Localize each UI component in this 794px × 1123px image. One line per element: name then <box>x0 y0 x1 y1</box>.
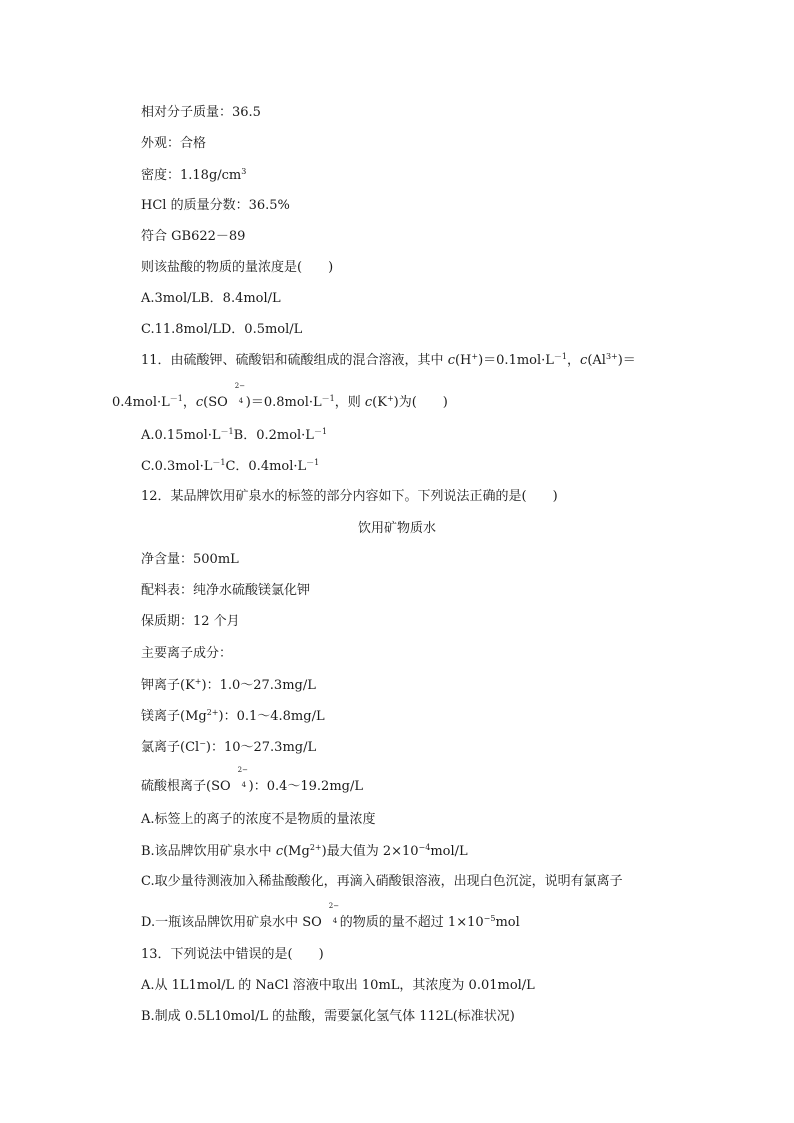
q11-options-cd: $C.0.3mol\cdot L^{-1}C$．$0.4mol\cdot L^{-1}$ <box>141 458 320 474</box>
q12-option-a: A.标签上的离子的浓度不是物质的量浓度 <box>141 812 376 827</box>
q13-option-b: B.制成 0.5L10mol/L 的盐酸，需要氯化氢气体 112L(标准状况) <box>141 1009 515 1024</box>
q10-options-ab: A.3mol/LB．8.4mol/L <box>141 291 281 306</box>
hcl-mass-fraction: HCl 的质量分数：36.5% <box>141 198 290 213</box>
q12-ion-k: 钾离子(K+)：1.0～27.3mg/L <box>141 677 316 693</box>
hcl-appearance: 外观：合格 <box>141 136 207 151</box>
q10-options-cd: C.11.8mol/LD．0.5mol/L <box>141 322 303 337</box>
q11-stem-line2: $0.4mol\cdot L^{-1}$，c(SO 2− 4 )$=0.8mol\cdot L^{-1}$，则 c(K+)为( ) <box>112 382 448 410</box>
q11-stem-line1: 11．由硫酸钾、硫酸铝和硫酸组成的混合溶液，其中 $c(H^+)=0.1mol\cdot L^{-1}$，$c(Al^{3+})=$ <box>141 352 636 368</box>
q12-stem: 12．某品牌饮用矿泉水的标签的部分内容如下。下列说法正确的是( ) <box>141 489 558 504</box>
q12-net-volume: 净含量：500mL <box>141 552 239 567</box>
q12-ion-mg: 镁离子$(Mg^{2+})$：0.1～4.8mg/L <box>141 708 325 724</box>
hcl-density: 密度：$1.18g/cm^3$ <box>141 167 247 183</box>
q12-ion-cl: 氯离子(Cl−)：10～27.3mg/L <box>141 739 317 755</box>
q13-stem: 13．下列说法中错误的是( ) <box>141 947 324 962</box>
q11-options-ab: $A.0.15mol\cdot L^{-1}B$．$0.2mol\cdot L^{-1}$ <box>141 427 328 443</box>
q12-ingredients: 配料表：纯净水硫酸镁氯化钾 <box>141 583 311 598</box>
q12-shelf-life: 保质期：12 个月 <box>141 614 240 629</box>
hcl-molar-mass: 相对分子质量：36.5 <box>141 105 261 120</box>
q12-option-b: B.该品牌饮用矿泉水中 $c(Mg^{2+})$最大值为 $2\times 10^{-4}mol/L$ <box>141 843 468 859</box>
q12-ion-sulfate: 硫酸根离子(SO 2− 4 )：0.4～19.2mg/L <box>141 766 363 794</box>
q10-stem: 则该盐酸的物质的量浓度是( ) <box>141 260 334 275</box>
q12-option-d: D.一瓶该品牌饮用矿泉水中 SO 2− 4 的物质的量不超过 $1\times 10^{-5}mol$ <box>141 902 520 930</box>
q12-label-title: 饮用矿物质水 <box>357 521 436 536</box>
q13-option-a: A.从 1L1mol/L 的 NaCl 溶液中取出 10mL，其浓度为 0.01mol/L <box>141 978 535 993</box>
q12-option-c: C.取少量待测液加入稀盐酸酸化，再滴入硝酸银溶液，出现白色沉淀，说明有氯离子 <box>141 874 623 889</box>
q12-ions-heading: 主要离子成分： <box>141 646 233 661</box>
hcl-standard: 符合 GB622－89 <box>141 229 246 244</box>
